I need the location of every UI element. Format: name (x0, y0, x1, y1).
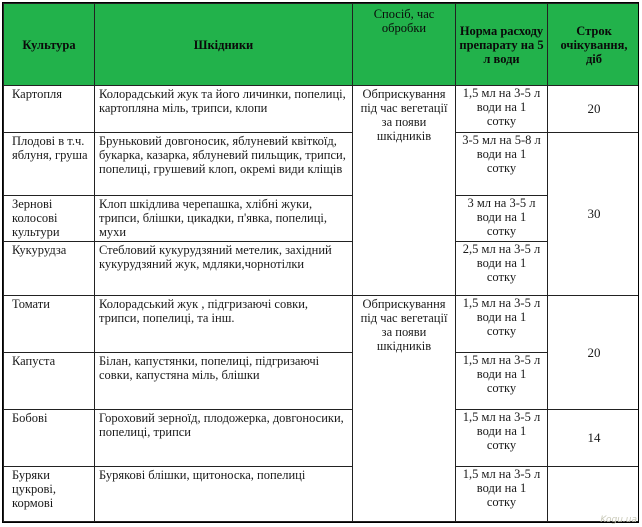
table-row (4, 86, 640, 133)
header-term: Строк очікування, діб (548, 4, 640, 86)
pests-cell: Колорадський жук та його личинки, попелиці, картопляна міль, трипси, клопи (95, 86, 353, 133)
term-cell: 20 (548, 296, 640, 410)
crop-cell: Плодові в т.ч. яблуня, груша (4, 133, 95, 196)
pests-cell: Бурякові блішки, щитоноска, попелиці (95, 467, 353, 522)
term-cell-empty (548, 467, 640, 522)
norm-cell: 3 мл на 3-5 л води на 1 сотку (456, 196, 548, 242)
crop-cell: Зернові колосові культури (4, 196, 95, 242)
norm-cell: 1,5 мл на 3-5 л води на 1 сотку (456, 296, 548, 353)
table-row (4, 242, 640, 296)
table-row (4, 196, 640, 242)
crop-cell: Картопля (4, 86, 95, 133)
header-pests: Шкідники (95, 4, 353, 86)
header-method: Спосіб, час обробки (353, 4, 456, 86)
pests-cell: Клоп шкідлива черепашка, хлібні жуки, трипси, блішки, цикадки, п'явка, попелиці, мухи (95, 196, 353, 242)
header-norm: Норма расходу препарату на 5 л води (456, 4, 548, 86)
crop-cell: Кукурудза (4, 242, 95, 296)
pests-cell: Білан, капустянки, попелиці, підгризаючі совки, капустяна міль, блішки (95, 353, 353, 410)
crop-cell: Томати (4, 296, 95, 353)
term-cell: 30 (548, 133, 640, 296)
pests-cell: Колорадський жук , підгризаючі совки, трипси, попелиці, та інш. (95, 296, 353, 353)
norm-cell: 3-5 мл на 5-8 л води на 1 сотку (456, 133, 548, 196)
header-row (4, 4, 640, 86)
pesticide-table-frame (2, 2, 639, 523)
table-row (4, 410, 640, 467)
pests-cell: Стебловий кукурудзяний метелик, західний кукурудзяний жук, мдляки,чорнотілки (95, 242, 353, 296)
pests-cell: Бруньковий довгоносик, яблуневий квіткоїд, букарка, казарка, яблуневий пильщик, трипси, попелиці, грушевий клоп, окремі види кліщів (95, 133, 353, 196)
norm-cell: 1,5 мл на 3-5 л води на 1 сотку (456, 410, 548, 467)
term-cell: 14 (548, 410, 640, 467)
crop-cell: Капуста (4, 353, 95, 410)
norm-cell: 1,5 мл на 3-5 л води на 1 сотку (456, 353, 548, 410)
pests-cell: Гороховий зерноїд, плодожерка, довгоносики, попелиці, трипси (95, 410, 353, 467)
table-row (4, 353, 640, 410)
norm-cell: 1,5 мл на 3-5 л води на 1 сотку (456, 86, 548, 133)
crop-cell: Буряки цукрові, кормові (4, 467, 95, 522)
method-cell: Обприскування під час вегетації за появи шкідників (353, 296, 456, 522)
watermark: Kogu.ua (600, 515, 637, 525)
header-crop: Культура (4, 4, 95, 86)
table-row (4, 296, 640, 353)
term-cell: 20 (548, 86, 640, 133)
pesticide-table (3, 3, 639, 522)
crop-cell: Бобові (4, 410, 95, 467)
method-cell: Обприскування під час вегетації за появи шкідників (353, 86, 456, 296)
table-row (4, 133, 640, 196)
norm-cell: 1,5 мл на 3-5 л води на 1 сотку (456, 467, 548, 522)
table-row (4, 467, 640, 522)
norm-cell: 2,5 мл на 3-5 л води на 1 сотку (456, 242, 548, 296)
